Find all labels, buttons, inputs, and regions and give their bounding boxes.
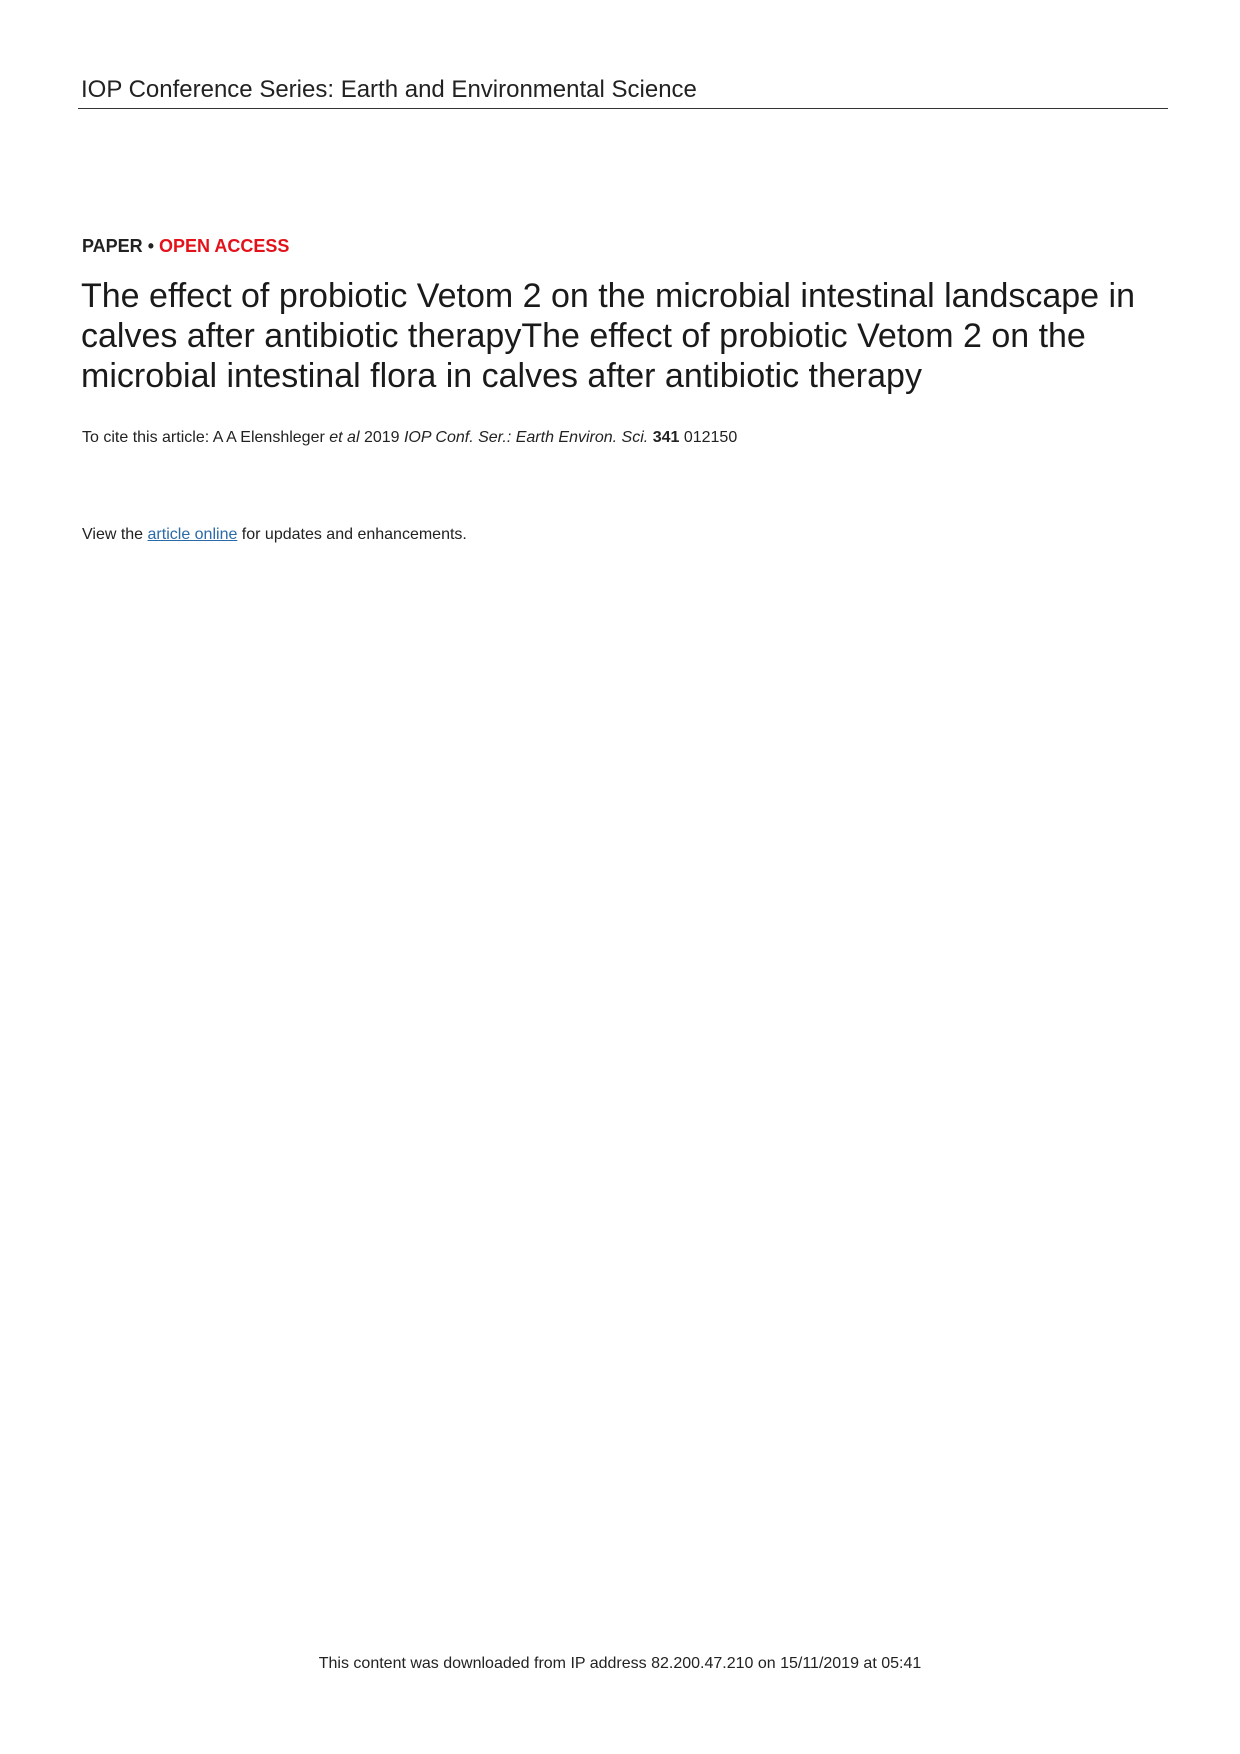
journal-header	[78, 74, 1168, 109]
citation-article-number: 012150	[679, 429, 738, 446]
article-online-link[interactable]: article online	[147, 526, 238, 543]
citation-prefix: To cite this article: A A Elenshleger	[82, 429, 330, 446]
open-access-label: OPEN ACCESS	[159, 236, 290, 256]
view-online-before: View the	[82, 526, 148, 543]
view-online-line	[82, 524, 467, 546]
article-title: The effect of probiotic Vetom 2 on the microbial intestinal landscape in calves after antibiotic therapyThe effect of probiotic Vetom 2 on the microbial intestinal flora in calves after antibiotic therapy	[81, 277, 1135, 395]
citation-year: 2019	[359, 429, 404, 446]
citation-volume: 341	[652, 429, 680, 446]
journal-title: IOP Conference Series: Earth and Environmental Science	[81, 76, 697, 103]
citation-et-al: et al	[329, 429, 360, 446]
article-type-line	[82, 234, 289, 258]
download-note: This content was downloaded from IP address 82.200.47.210 on 15/11/2019 at 05:41	[318, 1655, 922, 1672]
paper-label: PAPER	[82, 236, 143, 256]
citation-line	[82, 427, 737, 449]
citation-journal: IOP Conf. Ser.: Earth Environ. Sci.	[403, 429, 649, 446]
view-online-after: for updates and enhancements.	[237, 526, 467, 543]
separator-bullet: •	[142, 236, 159, 256]
